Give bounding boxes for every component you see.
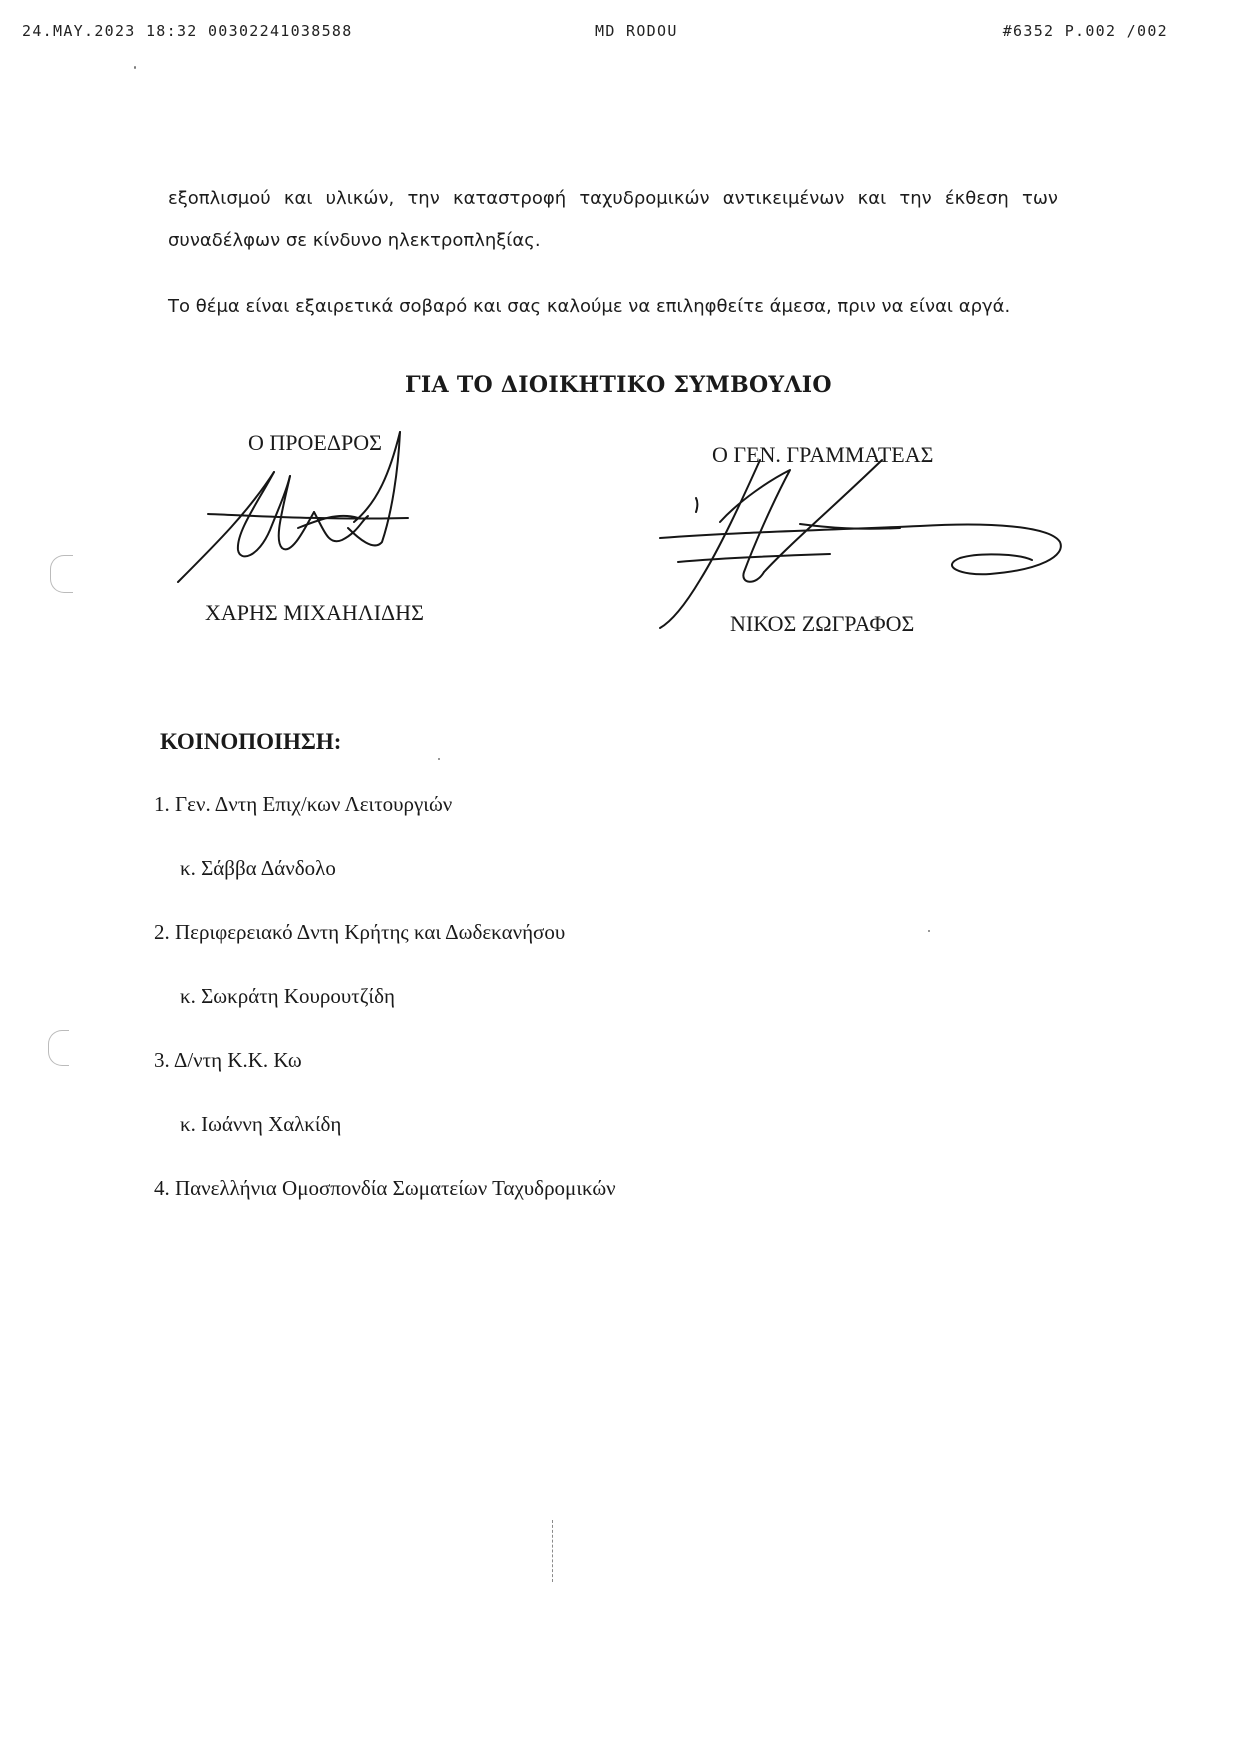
- notification-list: [154, 790, 616, 1238]
- fax-header-timestamp: 24.MAY.2023 18:32 00302241038588: [22, 22, 353, 40]
- notification-heading: ΚΟΙΝΟΠΟΙΗΣΗ:: [160, 729, 342, 754]
- scan-speck: [134, 66, 136, 69]
- notification-recipient-org: 4. Πανελλήνια Ομοσπονδία Σωματείων Ταχυδρομικών: [154, 1176, 616, 1200]
- notification-recipient-person: κ. Ιωάννη Χαλκίδη: [180, 1112, 342, 1136]
- president-signature: [178, 432, 438, 602]
- body-paragraph-2: Το θέμα είναι εξαιρετικά σοβαρό και σας καλούμε να επιληφθείτε άμεσα, πριν να είναι αργά.: [168, 296, 1011, 317]
- board-signature-heading: ΓΙΑ ΤΟ ΔΙΟΙΚΗΤΙΚΟ ΣΥΜΒΟΥΛΙΟ: [405, 372, 832, 398]
- scan-speck: [438, 758, 440, 760]
- scan-dash-mark: [552, 1520, 553, 1582]
- notification-recipient-org: 2. Περιφερειακό Δντη Κρήτης και Δωδεκανήσου: [154, 920, 566, 944]
- scan-speck: [928, 930, 930, 932]
- notification-recipient-person: κ. Σωκράτη Κουρουτζίδη: [180, 984, 395, 1008]
- notification-recipient-org: 1. Γεν. Δντη Επιχ/κων Λειτουργιών: [154, 792, 453, 816]
- fax-header-page-info: #6352 P.002 /002: [1002, 22, 1168, 40]
- scan-artifact: [48, 1030, 69, 1066]
- fax-header-sender: MD RODOU: [595, 22, 678, 40]
- secretary-signature: [660, 460, 1070, 630]
- body-paragraph-1: εξοπλισμού και υλικών, την καταστροφή ταχυδρομικών αντικειμένων και την έκθεση των συναδέλφων σε κίνδυνο ηλεκτροπληξίας.: [168, 188, 1058, 251]
- fax-header: [22, 22, 1168, 46]
- notification-recipient-org: 3. Δ/ντη Κ.Κ. Κω: [154, 1048, 302, 1072]
- president-name: ΧΑΡΗΣ ΜΙΧΑΗΛΙΔΗΣ: [205, 600, 424, 625]
- president-title: Ο ΠΡΟΕΔΡΟΣ: [248, 430, 382, 455]
- secretary-title: Ο ΓΕΝ. ΓΡΑΜΜΑΤΕΑΣ: [712, 442, 934, 467]
- notification-recipient-person: κ. Σάββα Δάνδολο: [180, 856, 336, 880]
- secretary-name: ΝΙΚΟΣ ΖΩΓΡΑΦΟΣ: [730, 611, 915, 636]
- scan-artifact: [50, 555, 73, 593]
